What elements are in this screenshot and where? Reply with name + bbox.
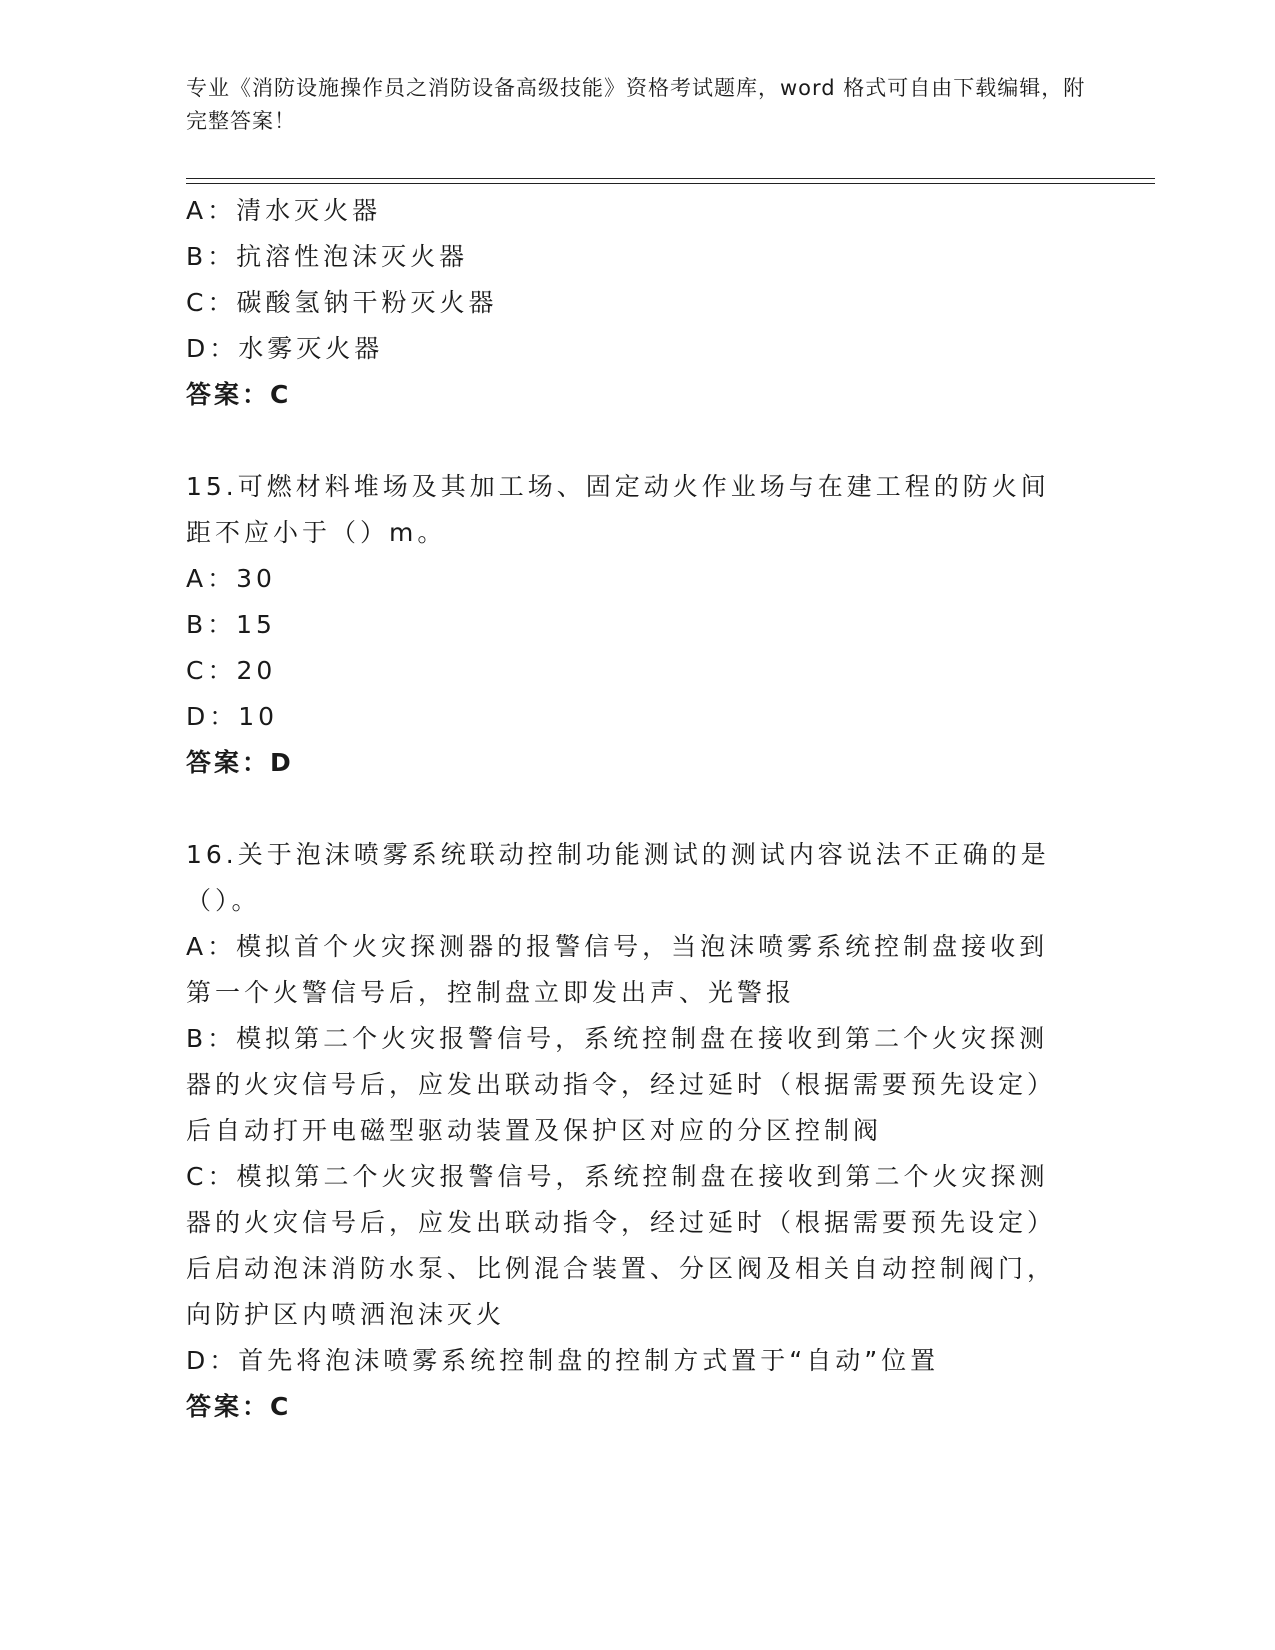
question-14-option-d: D：水雾灭火器 bbox=[186, 334, 384, 363]
question-16-block bbox=[186, 832, 1076, 1430]
question-15-option-c: C：20 bbox=[186, 656, 277, 685]
question-16-stem: 16.关于泡沫喷雾系统联动控制功能测试的测试内容说法不正确的是（）。 bbox=[186, 840, 1050, 915]
spacer bbox=[186, 786, 1076, 832]
question-15-option-b: B：15 bbox=[186, 610, 276, 639]
question-15-block bbox=[186, 464, 1076, 786]
question-16-option-b: B：模拟第二个火灾报警信号，系统控制盘在接收到第二个火灾探测器的火灾信号后，应发出联动指令，经过延时（根据需要预先设定）后自动打开电磁型驱动装置及保护区对应的分区控制阀 bbox=[186, 1024, 1057, 1145]
question-16-option-c: C：模拟第二个火灾报警信号，系统控制盘在接收到第二个火灾探测器的火灾信号后，应发出联动指令，经过延时（根据需要预先设定）后启动泡沫消防水泵、比例混合装置、分区阀及相关自动控制阀门，向防护区内喷洒泡沫灭火 bbox=[186, 1162, 1057, 1329]
question-15-answer: 答案：D bbox=[186, 748, 294, 777]
question-14-option-a: A：清水灭火器 bbox=[186, 196, 382, 225]
question-15-option-d: D：10 bbox=[186, 702, 279, 731]
document-header bbox=[186, 72, 1086, 138]
header-divider-bottom bbox=[186, 183, 1155, 184]
question-14-option-c: C：碳酸氢钠干粉灭火器 bbox=[186, 288, 498, 317]
question-list bbox=[186, 188, 1076, 1430]
question-14-block bbox=[186, 188, 1076, 418]
question-16-option-d: D：首先将泡沫喷雾系统控制盘的控制方式置于“自动”位置 bbox=[186, 1346, 940, 1375]
header-divider-top bbox=[186, 178, 1155, 179]
question-14-option-b: B：抗溶性泡沫灭火器 bbox=[186, 242, 469, 271]
header-text: 专业《消防设施操作员之消防设备高级技能》资格考试题库，word 格式可自由下载编辑，附完整答案！ bbox=[186, 76, 1086, 133]
question-14-answer: 答案：C bbox=[186, 380, 292, 409]
question-16-answer: 答案：C bbox=[186, 1392, 292, 1421]
question-15-stem: 15.可燃材料堆场及其加工场、固定动火作业场与在建工程的防火间距不应小于（）m。 bbox=[186, 472, 1050, 547]
spacer bbox=[186, 418, 1076, 464]
question-16-option-a: A：模拟首个火灾探测器的报警信号，当泡沫喷雾系统控制盘接收到第一个火警信号后，控制盘立即发出声、光警报 bbox=[186, 932, 1049, 1007]
question-15-option-a: A：30 bbox=[186, 564, 276, 593]
